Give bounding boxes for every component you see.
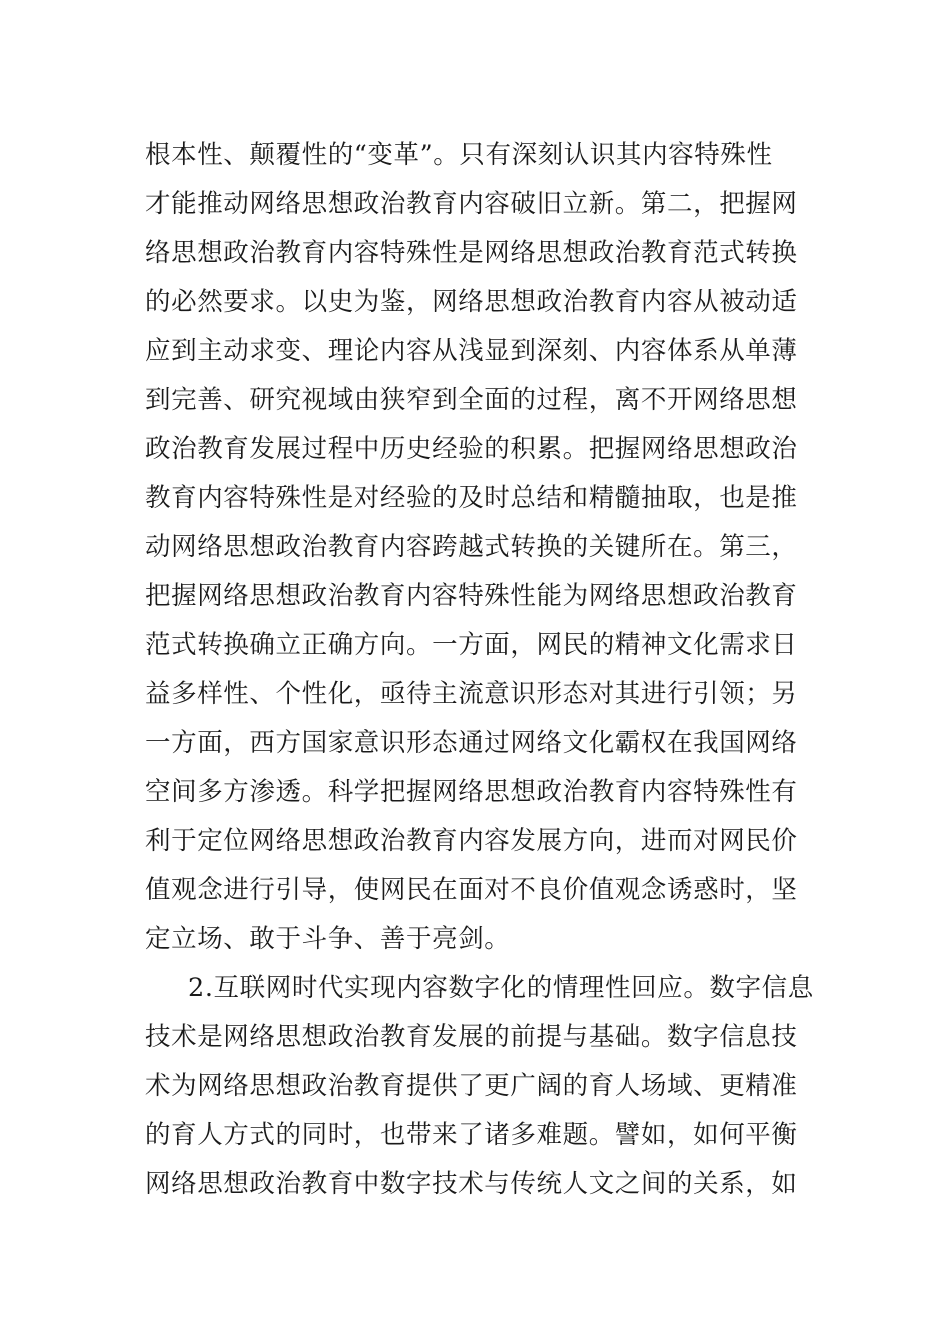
text-line: 技术是网络思想政治教育发展的前提与基础。数字信息技 [145,1022,798,1052]
text-line: 的育人方式的同时，也带来了诸多难题。譬如，如何平衡 [145,1120,798,1150]
text-line: 应到主动求变、理论内容从浅显到深刻、内容体系从单薄 [145,336,798,366]
text-line: 教育内容特殊性是对经验的及时总结和精髓抽取，也是推 [145,483,798,513]
section-heading-line: 2.互联网时代实现内容数字化的情理性回应。数字信息 [188,973,814,1003]
text-line: 空间多方渗透。科学把握网络思想政治教育内容特殊性有 [145,777,798,807]
text-line: 政治教育发展过程中历史经验的积累。把握网络思想政治 [145,434,798,464]
text-line: 网络思想政治教育中数字技术与传统人文之间的关系，如 [145,1169,798,1199]
text-line: 值观念进行引导，使网民在面对不良价值观念诱惑时，坚 [145,875,798,905]
text-line: 的必然要求。以史为鉴，网络思想政治教育内容从被动适 [145,287,798,317]
text-line: 才能推动网络思想政治教育内容破旧立新。第二，把握网 [145,189,798,219]
text-line: 动网络思想政治教育内容跨越式转换的关键所在。第三， [145,532,798,562]
text-line: 利于定位网络思想政治教育内容发展方向，进而对网民价 [145,826,798,856]
text-line: 术为网络思想政治教育提供了更广阔的育人场域、更精准 [145,1071,798,1101]
text-line: 络思想政治教育内容特殊性是网络思想政治教育范式转换 [145,238,798,268]
text-line: 把握网络思想政治教育内容特殊性能为网络思想政治教育 [145,581,798,611]
text-line: 到完善、研究视域由狭窄到全面的过程，离不开网络思想 [145,385,798,415]
text-line: 定立场、敢于斗争、善于亮剑。 [145,924,511,954]
text-line: 根本性、颠覆性的“变革”。只有深刻认识其内容特殊性 [145,140,773,170]
text-line: 益多样性、个性化，亟待主流意识形态对其进行引领；另 [145,679,798,709]
text-line: 范式转换确立正确方向。一方面，网民的精神文化需求日 [145,630,798,660]
text-line: 一方面，西方国家意识形态通过网络文化霸权在我国网络 [145,728,798,758]
